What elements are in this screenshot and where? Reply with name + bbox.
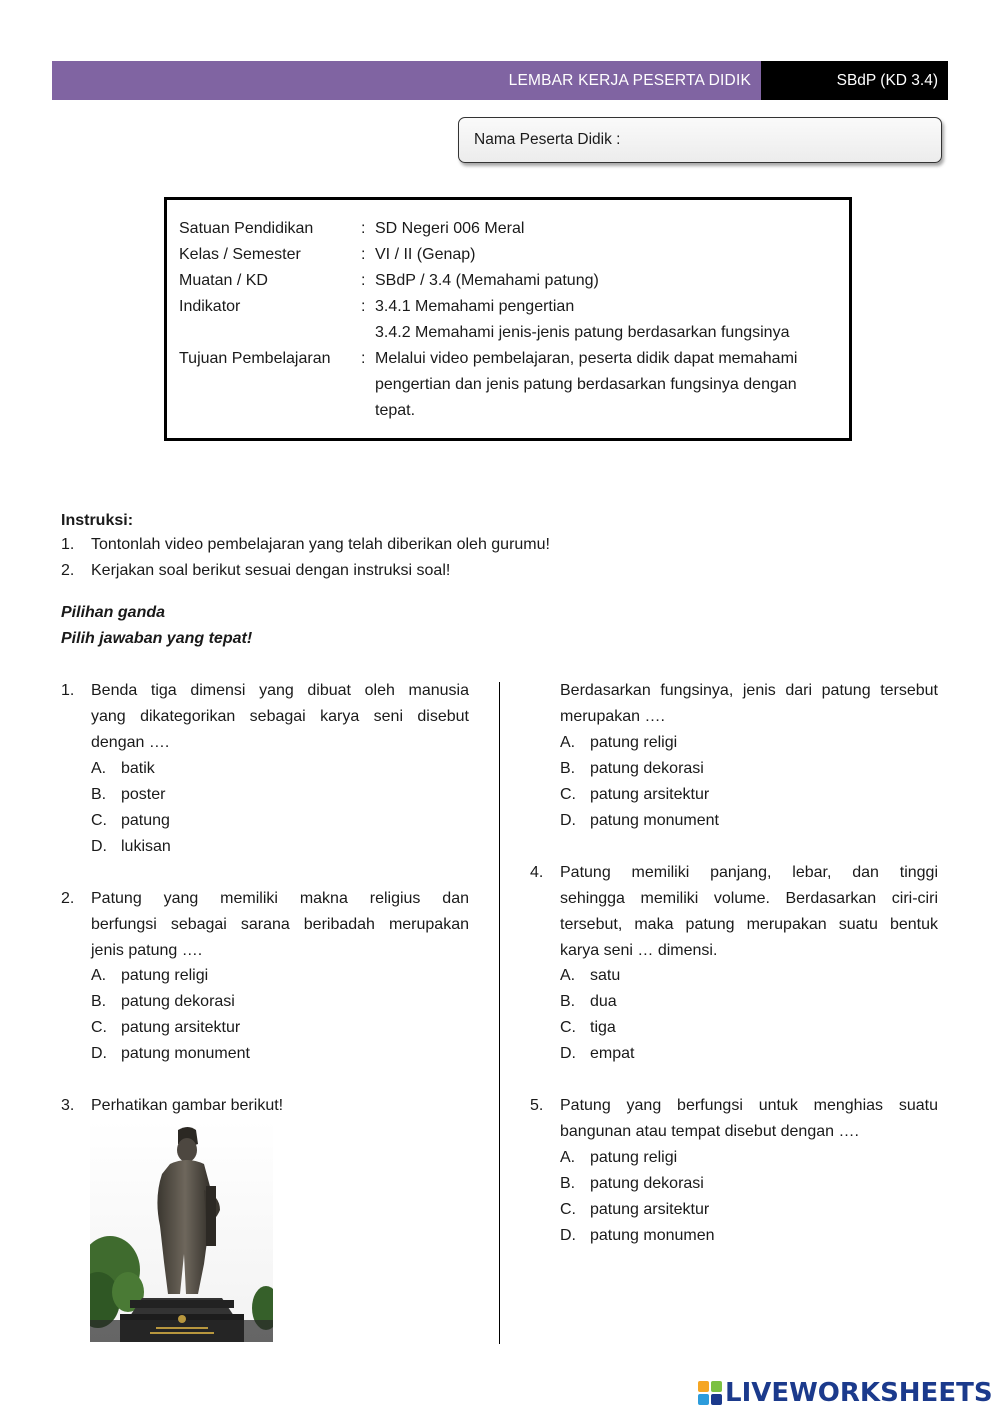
info-value: tepat. xyxy=(375,402,416,419)
option-letter: C. xyxy=(560,1019,576,1036)
info-value: pengertian dan jenis patung berdasarkan fungsinya dengan xyxy=(375,376,797,393)
header-title: LEMBAR KERJA PESERTA DIDIK xyxy=(52,61,761,100)
question-text: dengan …. xyxy=(91,734,170,751)
instruction-text: Tontonlah video pembelajaran yang telah diberikan oleh gurumu! xyxy=(91,536,550,553)
option-text: patung monumen xyxy=(590,1227,715,1244)
column-divider xyxy=(499,682,500,1344)
option-text: patung dekorasi xyxy=(121,993,235,1010)
option-text: patung dekorasi xyxy=(590,1175,704,1192)
option-letter: B. xyxy=(91,786,107,803)
option-text: patung arsitektur xyxy=(121,1019,241,1036)
option-letter: C. xyxy=(560,1201,576,1218)
option-letter: B. xyxy=(560,1175,576,1192)
option-text: tiga xyxy=(590,1019,616,1036)
option-letter: A. xyxy=(91,967,107,984)
question-text: Perhatikan gambar berikut! xyxy=(91,1097,284,1114)
answer-option[interactable] xyxy=(91,808,170,834)
answer-option[interactable] xyxy=(560,1015,616,1041)
option-letter: D. xyxy=(91,838,107,855)
statue-image xyxy=(90,1120,273,1342)
info-value: 3.4.1 Memahami pengertian xyxy=(375,298,575,315)
info-value: SD Negeri 006 Meral xyxy=(375,220,525,237)
question-number: 3. xyxy=(61,1097,75,1114)
question-text: berfungsi sebagai sarana beribadah merupakan xyxy=(91,916,469,933)
option-letter: B. xyxy=(560,760,576,777)
question-text: tersebut, maka patung merupakan suatu bentuk xyxy=(560,916,938,933)
option-letter: D. xyxy=(91,1045,107,1062)
option-letter: D. xyxy=(560,1045,576,1062)
option-letter: C. xyxy=(91,812,107,829)
info-value: 3.4.2 Memahami jenis-jenis patung berdasarkan fungsinya xyxy=(375,324,790,341)
question-text: jenis patung …. xyxy=(91,942,203,959)
option-text: satu xyxy=(590,967,621,984)
option-text: patung monument xyxy=(121,1045,250,1062)
answer-option[interactable] xyxy=(91,834,171,860)
worksheet-header xyxy=(52,61,948,100)
logo-grid-icon xyxy=(698,1381,722,1405)
answer-option[interactable] xyxy=(91,756,155,782)
answer-option[interactable] xyxy=(560,1171,704,1197)
answer-option[interactable] xyxy=(560,1145,677,1171)
option-letter: D. xyxy=(560,812,576,829)
question-number: 4. xyxy=(530,864,544,881)
answer-option[interactable] xyxy=(560,756,704,782)
question-number: 2. xyxy=(61,890,75,907)
question-text: Patung memiliki panjang, lebar, dan tinggi xyxy=(560,864,938,881)
answer-option[interactable] xyxy=(91,989,235,1015)
question-text: Patung yang berfungsi untuk menghias suatu xyxy=(560,1097,938,1114)
info-label: Muatan / KD xyxy=(179,272,268,289)
answer-option[interactable] xyxy=(560,963,620,989)
answer-option[interactable] xyxy=(91,963,208,989)
instruction-text: Kerjakan soal berikut sesuai dengan instruksi soal! xyxy=(91,562,451,579)
student-name-field[interactable] xyxy=(458,117,942,163)
option-text: patung arsitektur xyxy=(590,786,710,803)
option-letter: B. xyxy=(560,993,576,1010)
option-letter: D. xyxy=(560,1227,576,1244)
info-label: Satuan Pendidikan xyxy=(179,220,314,237)
info-label: Kelas / Semester xyxy=(179,246,301,263)
section-title: Pilihan ganda xyxy=(61,604,166,621)
question-text: merupakan …. xyxy=(560,708,665,725)
answer-option[interactable] xyxy=(560,1197,709,1223)
answer-option[interactable] xyxy=(560,1223,715,1249)
option-letter: A. xyxy=(560,734,576,751)
answer-option[interactable] xyxy=(560,1041,634,1067)
question-text: Benda tiga dimensi yang dibuat oleh manusia xyxy=(91,682,469,699)
header-subject: SBdP (KD 3.4) xyxy=(761,61,948,100)
option-text: empat xyxy=(590,1045,635,1062)
question-number: 5. xyxy=(530,1097,544,1114)
answer-option[interactable] xyxy=(560,730,677,756)
answer-option[interactable] xyxy=(560,782,709,808)
question-text: karya seni … dimensi. xyxy=(560,942,718,959)
question-text: sehingga memiliki volume. Berdasarkan ciri-ciri xyxy=(560,890,938,907)
option-letter: C. xyxy=(91,1019,107,1036)
instructions-title: Instruksi: xyxy=(61,512,134,529)
question-text: Berdasarkan fungsinya, jenis dari patung tersebut xyxy=(560,682,938,699)
option-text: lukisan xyxy=(121,838,171,855)
liveworksheets-logo[interactable] xyxy=(698,1378,993,1408)
info-value: Melalui video pembelajaran, peserta didik dapat memahami xyxy=(375,350,798,367)
info-colon: : xyxy=(361,220,366,237)
info-value: SBdP / 3.4 (Memahami patung) xyxy=(375,272,599,289)
question-text: yang dikategorikan sebagai karya seni disebut xyxy=(91,708,469,725)
info-value: VI / II (Genap) xyxy=(375,246,476,263)
question-number: 1. xyxy=(61,682,75,699)
info-colon: : xyxy=(361,350,366,367)
option-letter: A. xyxy=(560,967,576,984)
student-name-label: Nama Peserta Didik : xyxy=(474,131,621,148)
instruction-number: 1. xyxy=(61,536,75,553)
answer-option[interactable] xyxy=(560,989,617,1015)
answer-option[interactable] xyxy=(560,808,719,834)
question-text: Patung yang memiliki makna religius dan xyxy=(91,890,469,907)
option-letter: C. xyxy=(560,786,576,803)
info-label: Indikator xyxy=(179,298,241,315)
option-text: patung religi xyxy=(590,1149,678,1166)
option-letter: A. xyxy=(560,1149,576,1166)
option-letter: B. xyxy=(91,993,107,1010)
option-text: batik xyxy=(121,760,155,777)
option-text: patung xyxy=(121,812,170,829)
info-colon: : xyxy=(361,298,366,315)
option-text: patung dekorasi xyxy=(590,760,704,777)
section-subtitle: Pilih jawaban yang tepat! xyxy=(61,630,253,647)
instruction-number: 2. xyxy=(61,562,75,579)
option-text: patung religi xyxy=(121,967,209,984)
info-label: Tujuan Pembelajaran xyxy=(179,350,331,367)
question-text: bangunan atau tempat disebut dengan …. xyxy=(560,1123,859,1140)
answer-option[interactable] xyxy=(91,1041,250,1067)
answer-option[interactable] xyxy=(91,782,165,808)
option-text: patung religi xyxy=(590,734,678,751)
option-text: dua xyxy=(590,993,617,1010)
info-box xyxy=(164,197,852,441)
info-colon: : xyxy=(361,272,366,289)
info-colon: : xyxy=(361,246,366,263)
answer-option[interactable] xyxy=(91,1015,240,1041)
logo-text: LIVEWORKSHEETS xyxy=(725,1378,993,1408)
option-text: patung arsitektur xyxy=(590,1201,710,1218)
option-letter: A. xyxy=(91,760,107,777)
option-text: poster xyxy=(121,786,166,803)
option-text: patung monument xyxy=(590,812,719,829)
